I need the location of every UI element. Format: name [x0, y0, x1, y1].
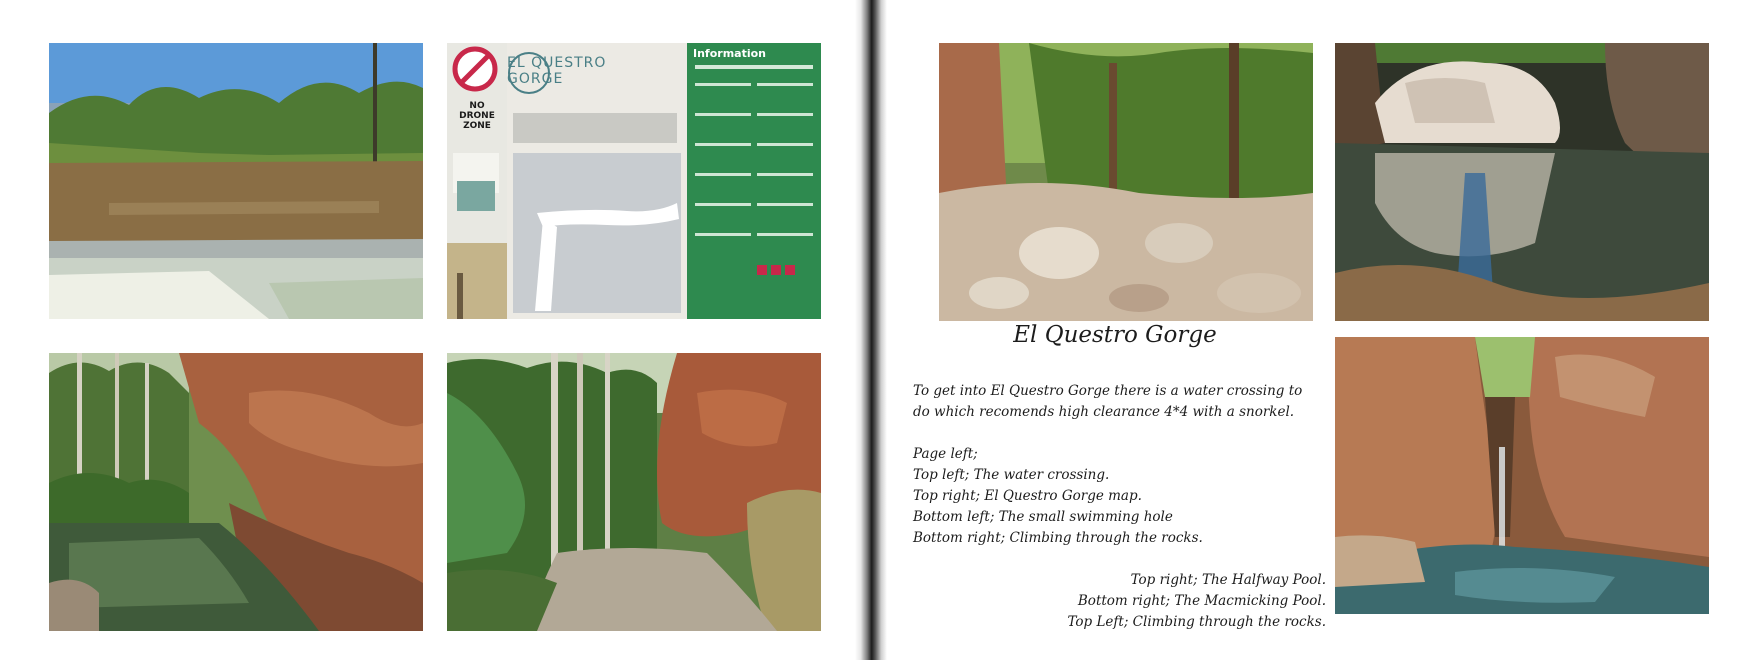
- caption-right-bottom-right: Bottom right; The Macmicking Pool.: [1077, 593, 1326, 609]
- caption-right-top-left: Top Left; Climbing through the rocks.: [1067, 614, 1326, 630]
- photo-water-crossing: [49, 43, 423, 319]
- book-gutter: [855, 0, 887, 660]
- photo-climbing-rocks-right: [939, 43, 1313, 321]
- caption-left-bottom-right: Bottom right; Climbing through the rocks.: [913, 530, 1203, 546]
- photo-climbing-rocks-left: [447, 353, 821, 631]
- caption-left-bottom-left: Bottom left; The small swimming hole: [913, 509, 1173, 525]
- intro-line-2: do which recomends high clearance 4*4 with a snorkel.: [913, 404, 1295, 420]
- intro-line-1: To get into El Questro Gorge there is a water crossing to: [913, 383, 1303, 399]
- left-page-heading: Page left;: [913, 446, 978, 462]
- caption-left-top-left: Top left; The water crossing.: [913, 467, 1110, 483]
- photo-small-swimming-hole: [49, 353, 423, 631]
- photo-gorge-map-sign: [447, 43, 821, 319]
- page-title: El Questro Gorge: [1013, 322, 1217, 348]
- caption-right-top-right: Top right; The Halfway Pool.: [1130, 572, 1326, 588]
- photo-macmicking-pool: [1335, 337, 1709, 614]
- caption-left-top-right: Top right; El Questro Gorge map.: [913, 488, 1142, 504]
- sign-info-heading: Information: [693, 47, 766, 60]
- no-drone-zone-label: NO DRONE ZONE: [459, 101, 495, 131]
- photo-halfway-pool: [1335, 43, 1709, 321]
- sign-title: EL QUESTRO GORGE: [507, 55, 607, 87]
